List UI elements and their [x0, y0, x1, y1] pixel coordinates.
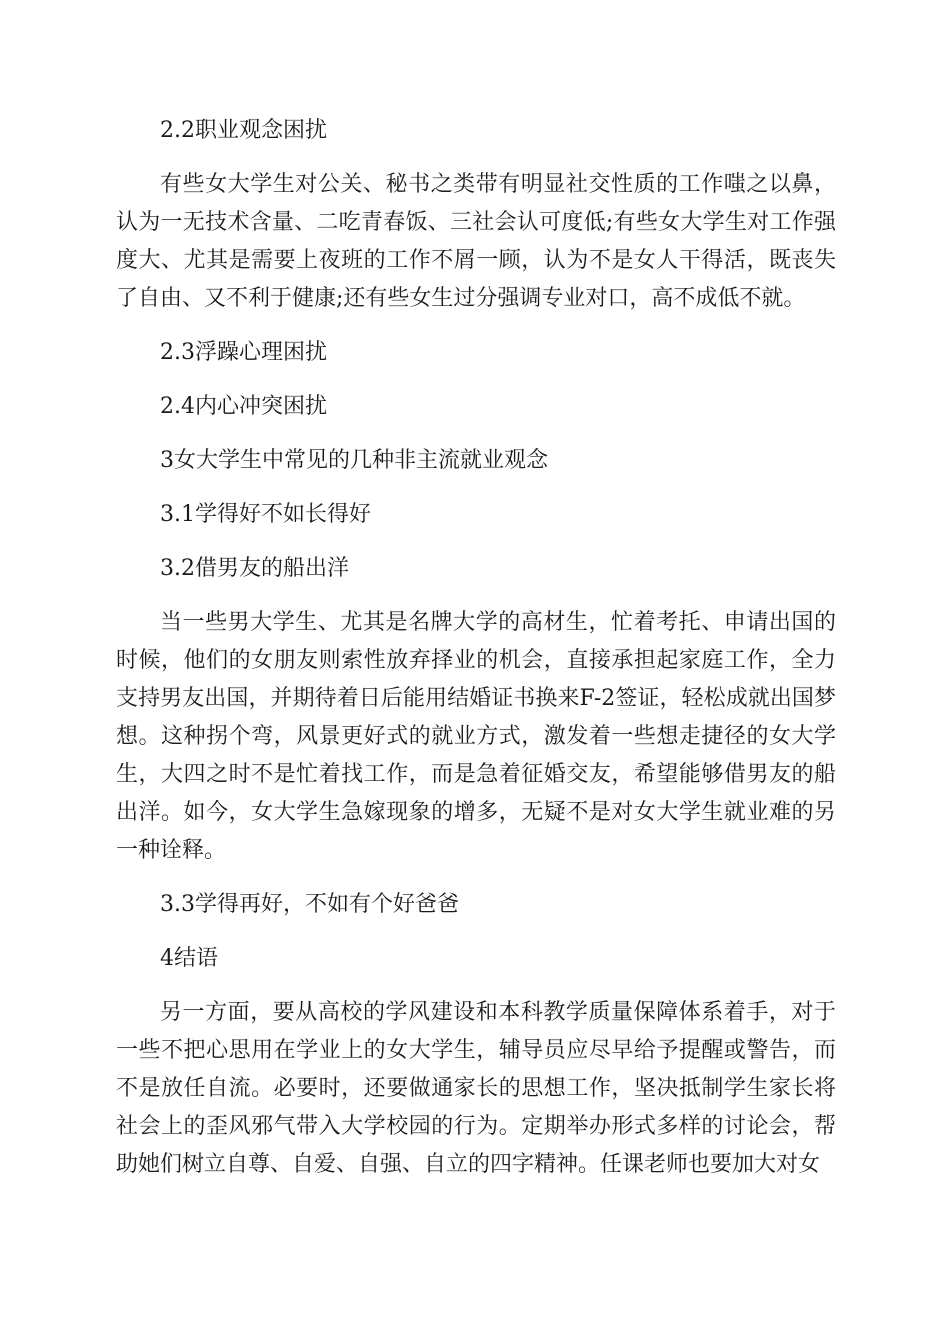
spacer — [116, 150, 836, 166]
paragraph-3-2: 当一些男大学生、尤其是名牌大学的高材生，忙着考托、申请出国的时候，他们的女朋友则索性放弃择业的机会，直接承担起家庭工作，全力支持男友出国，并期待着日后能用结婚证书换来F-2签证，轻松成就出国梦想。这种拐个弯，风景更好式的就业方式，激发着一些想走捷径的女大学生，大四之时不是忙着找工作，而是急着征婚交友，希望能够借男友的船出洋。如今，女大学生急嫁现象的增多，无疑不是对女大学生就业难的另一种诠释。 — [116, 610, 836, 863]
section-heading-2-4: 2.4内心冲突困扰 — [160, 394, 327, 419]
spacer — [116, 426, 836, 442]
spacer — [116, 318, 836, 334]
section-heading-3-1: 3.1学得好不如长得好 — [160, 502, 371, 527]
spacer — [116, 978, 836, 994]
section-heading-3: 3女大学生中常见的几种非主流就业观念 — [160, 448, 548, 473]
section-heading-4: 4结语 — [160, 946, 218, 971]
document-body — [116, 112, 836, 1184]
spacer — [116, 588, 836, 604]
section-heading-3-2: 3.2借男友的船出洋 — [160, 556, 349, 581]
spacer — [116, 534, 836, 550]
section-heading-3-3: 3.3学得再好，不如有个好爸爸 — [160, 892, 459, 917]
spacer — [116, 372, 836, 388]
spacer — [116, 870, 836, 886]
section-heading-2-2: 2.2职业观念困扰 — [160, 118, 327, 143]
spacer — [116, 480, 836, 496]
paragraph-4: 另一方面，要从高校的学风建设和本科教学质量保障体系着手，对于一些不把心思用在学业上的女大学生，辅导员应尽早给予提醒或警告，而不是放任自流。必要时，还要做通家长的思想工作，坚决抵制学生家长将社会上的歪风邪气带入大学校园的行为。定期举办形式多样的讨论会，帮助她们树立自尊、自爱、自强、自立的四字精神。任课老师也要加大对女 — [116, 1000, 836, 1177]
section-heading-2-3: 2.3浮躁心理困扰 — [160, 340, 327, 365]
spacer — [116, 924, 836, 940]
paragraph-2-2: 有些女大学生对公关、秘书之类带有明显社交性质的工作嗤之以鼻，认为一无技术含量、二吃青春饭、三社会认可度低;有些女大学生对工作强度大、尤其是需要上夜班的工作不屑一顾，认为不是女人干得活，既丧失了自由、又不利于健康;还有些女生过分强调专业对口，高不成低不就。 — [116, 172, 836, 311]
